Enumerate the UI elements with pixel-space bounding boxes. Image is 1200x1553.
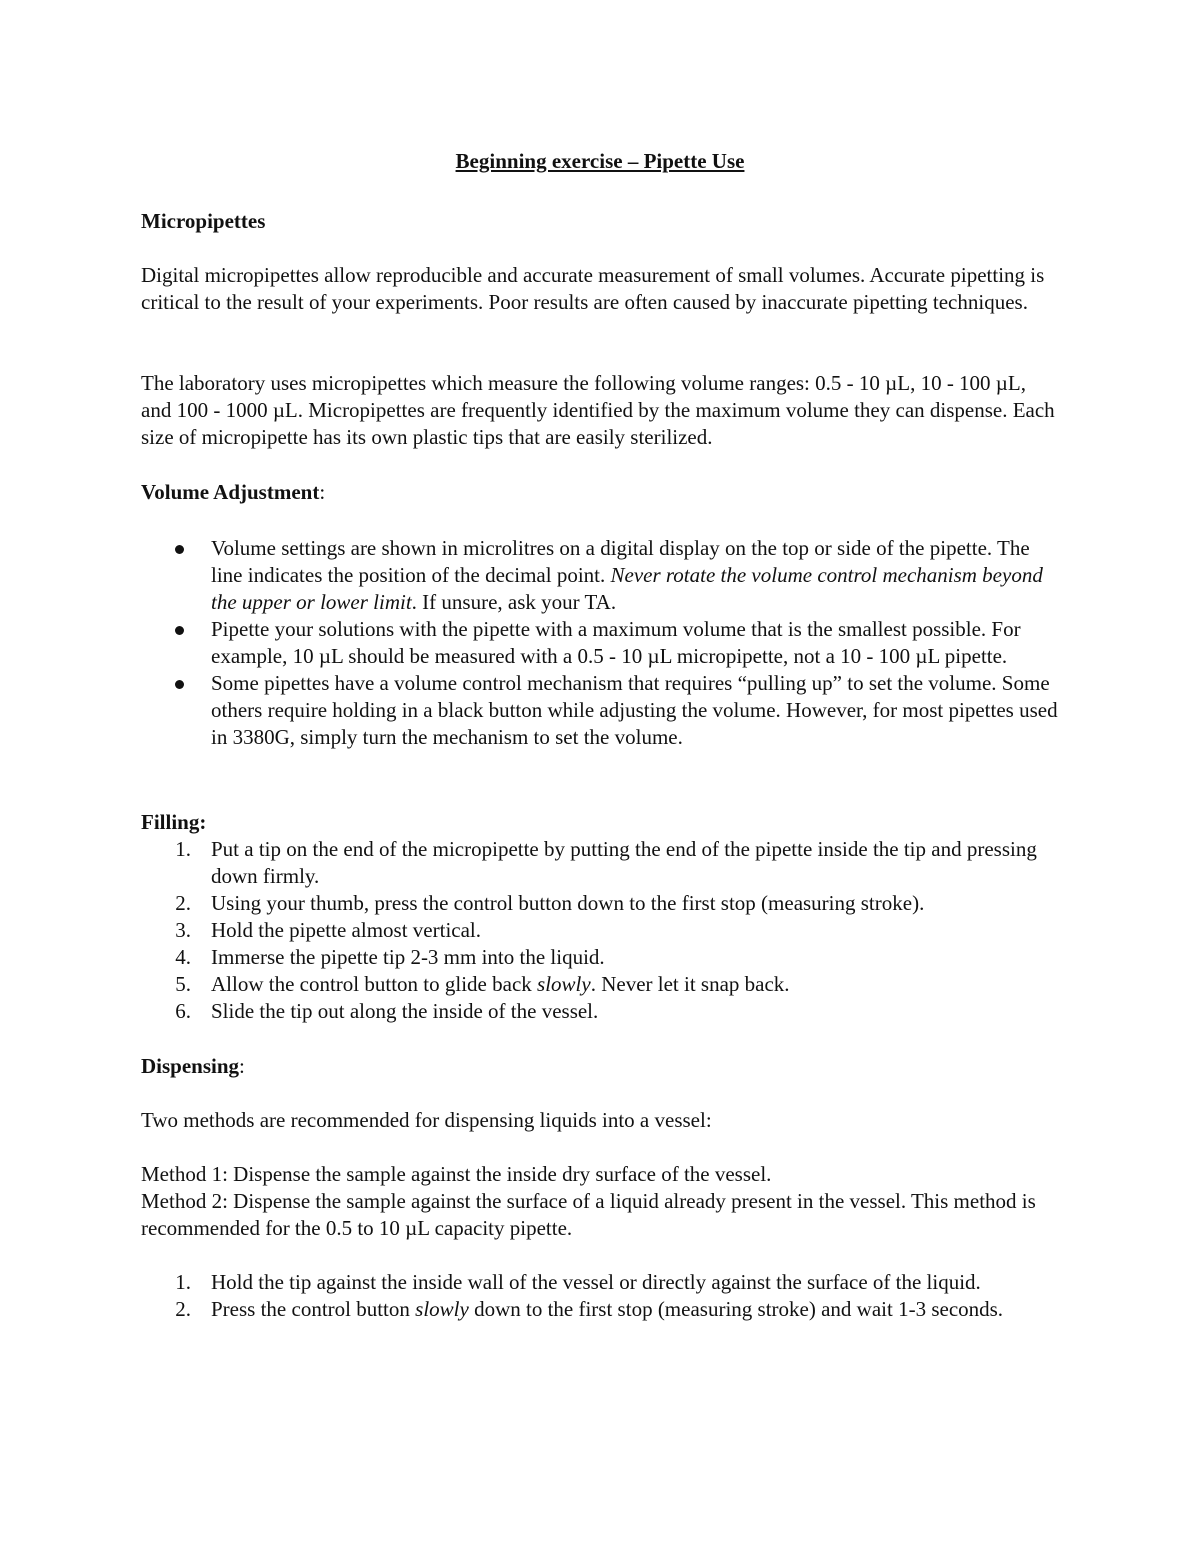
list-item xyxy=(141,944,1061,971)
micropipettes-para1 xyxy=(141,262,1061,316)
step-text: Slide the tip out along the inside of the vessel. xyxy=(211,999,599,1023)
list-item xyxy=(141,535,1061,616)
bullet-icon xyxy=(175,545,184,554)
list-item xyxy=(141,890,1061,917)
step-number: 4. xyxy=(175,945,191,969)
document-title: Beginning exercise – Pipette Use xyxy=(455,149,745,173)
bullet3-text: Some pipettes have a volume control mechanism that requires “pulling up” to set the volume. Some others require holding in a black button while adjusting the volume. However, for most pipettes used in 3380G, simply turn the mechanism to set the volume. xyxy=(211,671,1058,749)
dispensing-methods xyxy=(141,1161,1061,1242)
step-italic-text: slowly xyxy=(415,1297,469,1321)
bullet1-text: Volume settings are shown in microlitres on a digital display on the top or side of the pipette. The line indicates the position of the decimal point. xyxy=(211,536,1030,587)
filling-steps xyxy=(141,836,1061,1025)
method2-text: Method 2: Dispense the sample against the surface of a liquid already present in the vessel. This method is recommended for the 0.5 to 10 µL capacity pipette. xyxy=(141,1189,1036,1240)
step-italic-text: slowly xyxy=(537,972,591,996)
list-item xyxy=(141,998,1061,1025)
bullet-icon xyxy=(175,680,184,689)
micropipettes-section xyxy=(141,208,1061,235)
step-tail-text: . Never let it snap back. xyxy=(590,972,790,996)
list-item xyxy=(141,1296,1061,1323)
step-text: Press the control button xyxy=(211,1297,416,1321)
volume-adjustment-heading: Volume Adjustment xyxy=(141,480,320,504)
step-number: 6. xyxy=(175,999,191,1023)
volume-adjustment-list xyxy=(141,535,1061,751)
dispensing-heading-row xyxy=(141,1053,1061,1080)
dispensing-intro-text: Two methods are recommended for dispensing liquids into a vessel: xyxy=(141,1108,712,1132)
dispensing-steps xyxy=(141,1269,1061,1323)
step-tail-text: down to the first stop (measuring stroke) and wait 1-3 seconds. xyxy=(468,1297,1004,1321)
step-number: 5. xyxy=(175,972,191,996)
list-item xyxy=(141,971,1061,998)
list-item xyxy=(141,670,1061,751)
step-text: Hold the tip against the inside wall of the vessel or directly against the surface of the liquid. xyxy=(211,1270,981,1294)
step-text: Put a tip on the end of the micropipette by putting the end of the pipette inside the tip and pressing down firmly. xyxy=(211,837,1037,888)
list-item xyxy=(141,1269,1061,1296)
step-number: 3. xyxy=(175,918,191,942)
micropipettes-para2-text: The laboratory uses micropipettes which measure the following volume ranges: 0.5 - 10 µL, 10 - 100 µL, and 100 - 1000 µL. Micropipettes are frequently identified by the maximum volume they can dispense. Each size of micropipette has its own plastic tips that are easily sterilized. xyxy=(141,371,1055,449)
volume-adjustment-heading-row xyxy=(141,479,1061,506)
step-text: Immerse the pipette tip 2-3 mm into the liquid. xyxy=(211,945,605,969)
dispensing-heading: Dispensing xyxy=(141,1054,240,1078)
method1-text: Method 1: Dispense the sample against the inside dry surface of the vessel. xyxy=(141,1162,772,1186)
dispensing-intro xyxy=(141,1107,1061,1134)
step-number: 1. xyxy=(175,1270,191,1294)
volume-adjustment-heading-colon: : xyxy=(319,480,326,504)
list-item xyxy=(141,616,1061,670)
filling-heading-row xyxy=(141,809,1061,836)
micropipettes-heading: Micropipettes xyxy=(141,209,266,233)
step-number: 2. xyxy=(175,1297,191,1321)
step-text: Hold the pipette almost vertical. xyxy=(211,918,482,942)
list-item xyxy=(141,917,1061,944)
bullet1-italic-text: Never rotate the volume control mechanism beyond the upper or lower limit xyxy=(211,563,1043,614)
step-text: Using your thumb, press the control button down to the first stop (measuring stroke). xyxy=(211,891,925,915)
micropipettes-para2 xyxy=(141,370,1061,451)
bullet-icon xyxy=(175,626,184,635)
step-text: Allow the control button to glide back xyxy=(211,972,538,996)
bullet1-tail-text: . If unsure, ask your TA. xyxy=(411,590,617,614)
step-number: 1. xyxy=(175,837,191,861)
list-item xyxy=(141,836,1061,890)
micropipettes-para1-text: Digital micropipettes allow reproducible and accurate measurement of small volumes. Accurate pipetting is critical to the result of your experiments. Poor results are often caused by inaccurate pipetting techniques. xyxy=(141,263,1045,314)
filling-heading: Filling: xyxy=(141,810,207,834)
bullet2-text: Pipette your solutions with the pipette with a maximum volume that is the smallest possible. For example, 10 µL should be measured with a 0.5 - 10 µL micropipette, not a 10 - 100 µL pipette. xyxy=(211,617,1021,668)
dispensing-heading-colon: : xyxy=(239,1054,245,1078)
step-number: 2. xyxy=(175,891,191,915)
